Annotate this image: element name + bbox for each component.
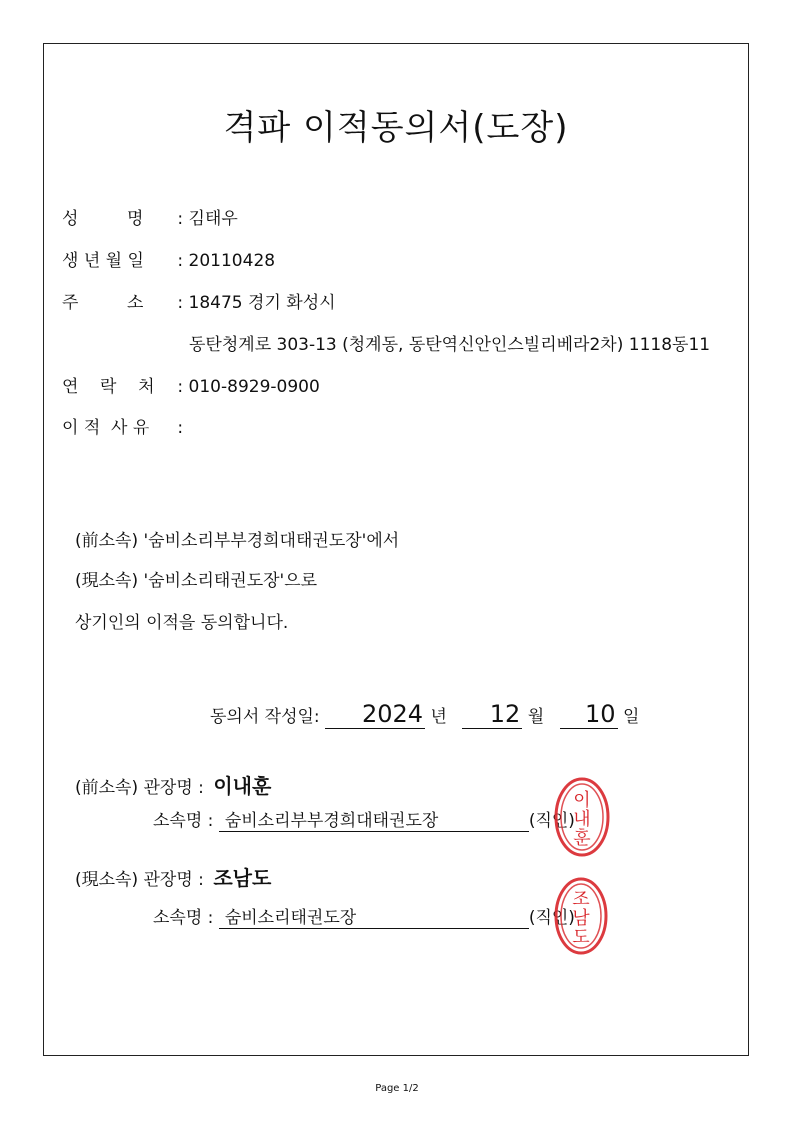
- curr-seal-char-2: 남: [572, 908, 590, 929]
- curr-head-name: 조남도: [213, 866, 272, 890]
- contact-label: 연 락 처: [62, 377, 155, 397]
- address-line1: 18475 경기 화성시: [188, 293, 336, 313]
- birth-row: [62, 246, 275, 271]
- colon: :: [177, 293, 184, 313]
- date-month-field: [462, 700, 522, 729]
- colon: :: [177, 377, 184, 397]
- date-year: 2024: [362, 700, 424, 728]
- document-title: 격파 이적동의서(도장): [223, 108, 569, 148]
- date-month-unit: 월: [527, 707, 545, 727]
- page-footer: Page 1/2: [375, 1083, 419, 1094]
- statement-agree: 상기인의 이적을 동의합니다.: [75, 613, 289, 633]
- prev-seal-mark: (직인): [528, 811, 575, 831]
- birth-value: 20110428: [188, 251, 276, 271]
- prev-seal-char-2: 내: [573, 809, 591, 830]
- date-year-field: [325, 700, 425, 729]
- name-value: 김태우: [188, 209, 238, 229]
- curr-org-name: 숨비소리태권도장: [224, 908, 357, 928]
- curr-org-field: [219, 903, 529, 929]
- prev-org-label: 소속명 :: [153, 811, 214, 831]
- prev-seal-stamp: [553, 776, 611, 858]
- curr-seal-char-1: 조: [572, 889, 590, 910]
- date-month: 12: [489, 700, 521, 728]
- reason-label: 이 적 사 유: [62, 418, 150, 438]
- colon: :: [177, 418, 184, 438]
- prev-org-row: [153, 806, 575, 832]
- prev-org-field: [219, 806, 529, 832]
- prev-seal-char-3: 훈: [573, 828, 591, 849]
- address-row: [62, 288, 336, 313]
- colon: :: [177, 209, 184, 229]
- name-row: [62, 204, 238, 229]
- date-day: 10: [585, 700, 616, 728]
- curr-seal-char-3: 도: [572, 927, 590, 948]
- prev-head-name: 이내훈: [213, 774, 272, 798]
- date-year-unit: 년: [430, 707, 447, 727]
- curr-head-prefix: (現소속) 관장명 :: [75, 870, 204, 890]
- statement-prev: (前소속) '숨비소리부부경희대태권도장'에서: [75, 531, 400, 551]
- contact-row: [62, 372, 320, 397]
- birth-label: 생 년 월 일: [62, 251, 144, 271]
- address-label: 주 소: [62, 293, 144, 313]
- date-label: 동의서 작성일:: [210, 707, 320, 727]
- curr-org-label: 소속명 :: [153, 908, 214, 928]
- curr-org-row: [153, 903, 575, 929]
- curr-seal-mark: (직인): [528, 908, 575, 928]
- curr-head-row: [75, 862, 271, 891]
- prev-head-prefix: (前소속) 관장명 :: [75, 778, 204, 798]
- colon: :: [177, 251, 184, 271]
- curr-seal-stamp: [553, 876, 609, 956]
- prev-org-name: 숨비소리부부경희대태권도장: [224, 811, 439, 831]
- prev-head-row: [75, 770, 271, 799]
- date-day-field: [560, 700, 618, 729]
- reason-row: [62, 413, 183, 438]
- contact-value: 010-8929-0900: [188, 377, 320, 397]
- date-line: [210, 700, 639, 729]
- prev-seal-char-1: 이: [573, 790, 591, 811]
- date-day-unit: 일: [622, 707, 640, 727]
- statement-curr: (現소속) '숨비소리태권도장'으로: [75, 571, 318, 591]
- name-label: 성 명: [62, 209, 144, 229]
- address-line2: 동탄청계로 303-13 (청계동, 동탄역신안인스빌리베라2차) 1118동11: [189, 335, 711, 355]
